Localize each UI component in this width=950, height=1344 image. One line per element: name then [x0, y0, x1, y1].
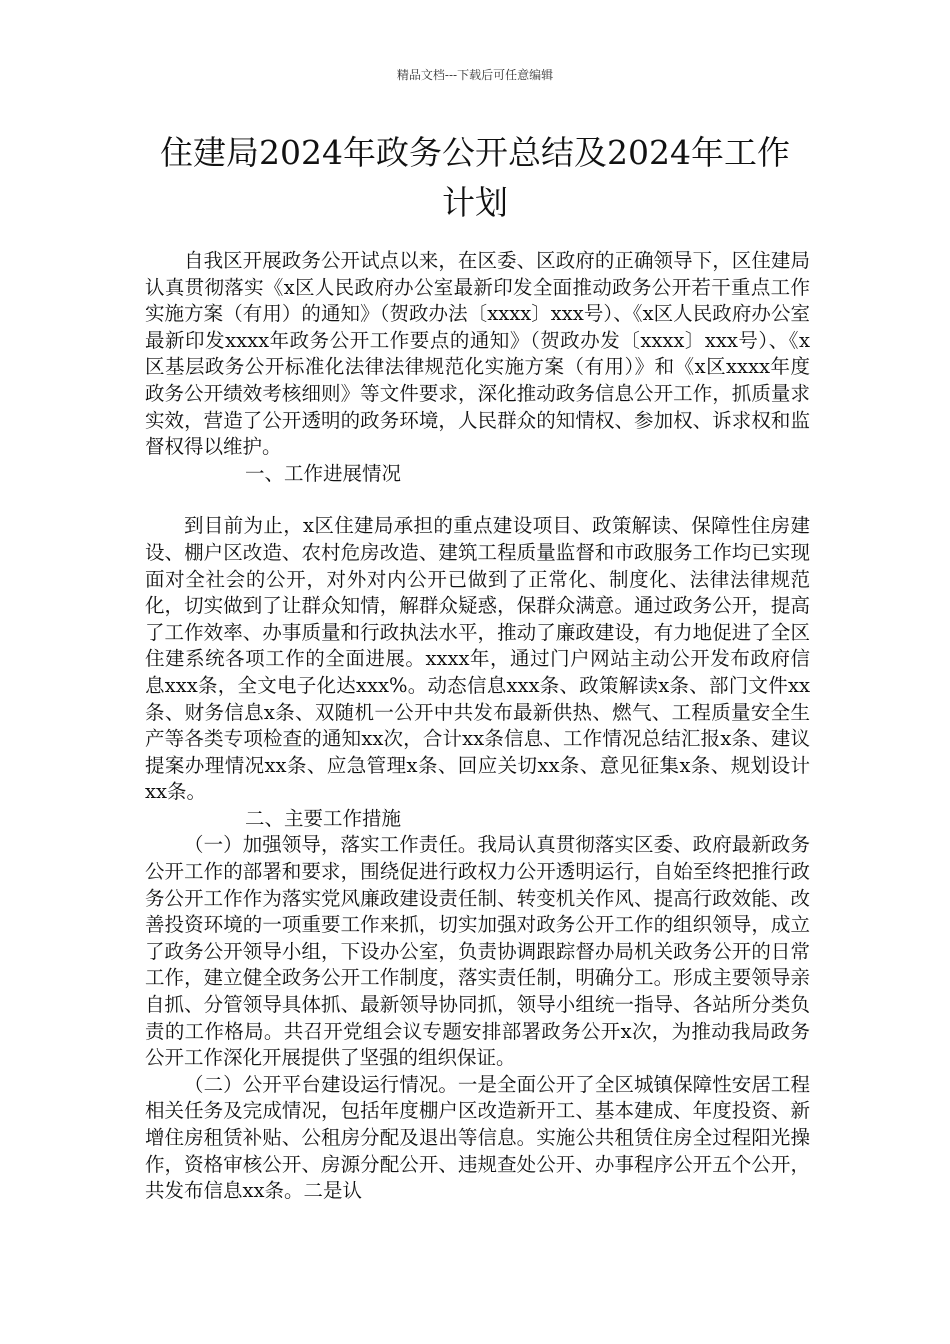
- section-2b-paragraph: （二）公开平台建设运行情况。一是全面公开了全区城镇保障性安居工程相关任务及完成情况，包括年度棚户区改造新开工、基本建成、年度投资、新增住房租赁补贴、公租房分配及退出等信息。实施公共租赁住房全过程阳光操作，资格审核公开、房源分配公开、违规查处公开、办事程序公开五个公开，共发布信息xx条。二是认: [145, 1072, 810, 1203]
- header-note: 精品文档---下载后可任意编辑: [396, 68, 554, 82]
- intro-paragraph: 自我区开展政务公开试点以来，在区委、区政府的正确领导下，区住建局认真贯彻落实《x区人民政府办公室最新印发全面推动政务公开若干重点工作实施方案（有用）的通知》（贺政办法〔xxxx〕xxx号）、《x区人民政府办公室最新印发xxxx年政务公开工作要点的通知》（贺政办发〔xxxx〕xxx号）、《x区基层政务公开标准化法律法律规范化实施方案（有用）》和《x区xxxx年度政务公开绩效考核细则》等文件要求，深化推动政务信息公开工作，抓质量求实效，营造了公开透明的政务环境，人民群众的知情权、参加权、诉求权和监督权得以维护。: [145, 249, 810, 459]
- title-line-2: 计划: [442, 183, 508, 222]
- document-title: [130, 128, 820, 228]
- title-line-1: 住建局2024年政务公开总结及2024年工作: [160, 133, 790, 172]
- section-1-paragraph: 到目前为止，x区住建局承担的重点建设项目、政策解读、保障性住房建设、棚户区改造、农村危房改造、建筑工程质量监督和市政服务工作均已实现面对全社会的公开，对外对内公开已做到了正常化、制度化、法律法律规范化，切实做到了让群众知情，解群众疑惑，保群众满意。通过政务公开，提高了工作效率、办事质量和行政执法水平，推动了廉政建设，有力地促进了全区住建系统各项工作的全面进展。xxxx年，通过门户网站主动公开发布政府信息xxx条，全文电子化达xxx%。动态信息xxx条、政策解读x条、部门文件xx条、财务信息x条、双随机一公开中共发布最新供热、燃气、工程质量安全生产等各类专项检查的通知xx次，合计xx条信息、工作情况总结汇报x条、建议提案办理情况xx条、应急管理x条、回应关切xx条、意见征集x条、规划设计xx条。: [145, 514, 810, 804]
- spacer: [145, 487, 810, 513]
- section-heading-2: 二、主要工作措施: [245, 806, 402, 830]
- section-2a-paragraph: （一）加强领导，落实工作责任。我局认真贯彻落实区委、政府最新政务公开工作的部署和要求，围绕促进行政权力公开透明运行，自始至终把推行政务公开工作作为落实党风廉政建设责任制、转变机关作风、提高行政效能、改善投资环境的一项重要工作来抓，切实加强对政务公开工作的组织领导，成立了政务公开领导小组，下设办公室，负责协调跟踪督办局机关政务公开的日常工作，建立健全政务公开工作制度，落实责任制，明确分工。形成主要领导亲自抓、分管领导具体抓、最新领导协同抓，领导小组统一指导、各站所分类负责的工作格局。共召开党组会议专题安排部署政务公开x次，为推动我局政务公开工作深化开展提供了坚强的组织保证。: [145, 833, 810, 1070]
- document-body: [145, 248, 810, 1205]
- section-heading-1: 一、工作进展情况: [245, 461, 402, 485]
